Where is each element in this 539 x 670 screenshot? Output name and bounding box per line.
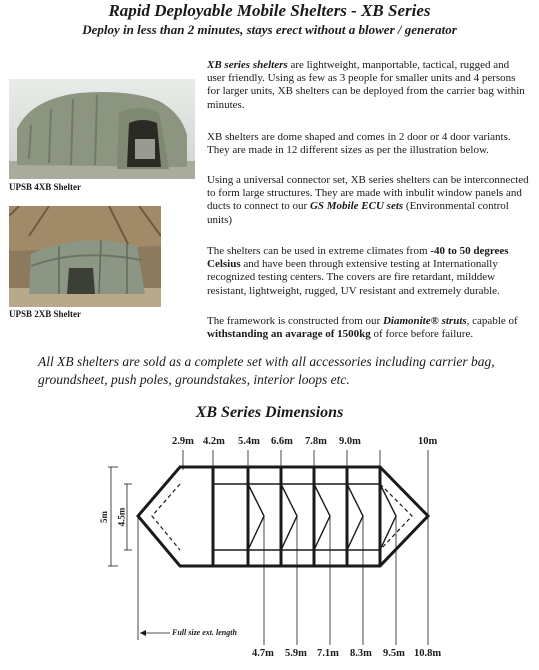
page-subtitle: Deploy in less than 2 minutes, stays erect without a blower / generator [82, 22, 457, 37]
dim-bottom-label: 8.3m [350, 648, 372, 659]
dim-top-label: 9.0m [339, 436, 361, 447]
dim-bottom-label: 7.1m [317, 648, 339, 659]
shelter-2xb-photo [9, 206, 161, 307]
framework-text-end: of force before failure. [370, 328, 474, 341]
shelter-4xb-caption: UPSB 4XB Shelter [9, 182, 81, 192]
dim-bottom-label: 10.8m [414, 648, 442, 659]
dim-bottom-label: 4.7m [252, 648, 274, 659]
shelter-2xb-caption: UPSB 2XB Shelter [9, 309, 81, 319]
climate-paragraph [207, 245, 529, 298]
full-size-label: Full size ext. length [172, 628, 237, 637]
framework-text: The framework is constructed from our [207, 315, 383, 327]
dim-top-label: 4.2m [203, 436, 225, 447]
climate-text-end: and have been through extensive testing at Internationally recognized testing centers. The covers are fire retardant, milddew resistant, lightweight, rugged, UV resistant and extremely durable. [207, 258, 500, 297]
dim-top-label: 5.4m [238, 436, 260, 447]
climate-text: The shelters can be used in extreme climates from [207, 245, 431, 257]
outer-outline [138, 467, 428, 566]
shelter-4xb-photo [9, 79, 195, 179]
dim-top-label: 6.6m [271, 436, 293, 447]
connector-text: Using a universal connector set, XB series shelters can be interconnected to form large structures. They are made with inbulit window panels and ducts to connect to our [207, 174, 529, 213]
xb-series-bold: XB series shelters [207, 59, 288, 71]
connector-paragraph [207, 174, 529, 227]
ecu-link[interactable]: GS Mobile ECU sets [309, 200, 404, 213]
force-rating: withstanding an avarage of 1500kg [207, 328, 371, 341]
diamonite-struts: Diamonite® struts [382, 315, 467, 327]
intro-text: are lightweight, manportable, tactical, rugged and user friendly. Using as few as 3 people for smaller units and 4 persons for larger units, XB shelters can be deployed from the carrier bag within minutes. [207, 59, 525, 111]
dim-side-outer: 5m [99, 511, 109, 523]
variants-paragraph: XB shelters are dome shaped and comes in 2 door or 4 door variants. They are made in 12 different sizes as per the illustration below. [207, 131, 511, 157]
dim-bottom-label: 9.5m [383, 648, 405, 659]
page-title: Rapid Deployable Mobile Shelters - XB Series [108, 1, 431, 20]
dimensions-title: XB Series Dimensions [195, 404, 344, 421]
accessories-summary: All XB shelters are sold as a complete set with all accessories including carrier bag, groundsheet, push poles, groundstakes, interior loops etc. [38, 354, 495, 387]
framework-text-mid: , capable of [466, 315, 518, 327]
dim-top-label: 2.9m [172, 436, 194, 447]
dim-top-label: 10m [418, 436, 438, 447]
dim-side-inner: 4.5m [116, 507, 127, 527]
inner-end-right [380, 484, 412, 550]
connector-text-end: (Environmental control units) [207, 200, 509, 226]
intro-paragraph [207, 59, 529, 112]
dim-bottom-label: 5.9m [285, 648, 307, 659]
dim-top-label: 7.8m [305, 436, 327, 447]
inner-end-left [152, 484, 180, 550]
temperature-range: -40 to 50 degrees Celsius [207, 245, 509, 271]
framework-paragraph [207, 315, 529, 341]
